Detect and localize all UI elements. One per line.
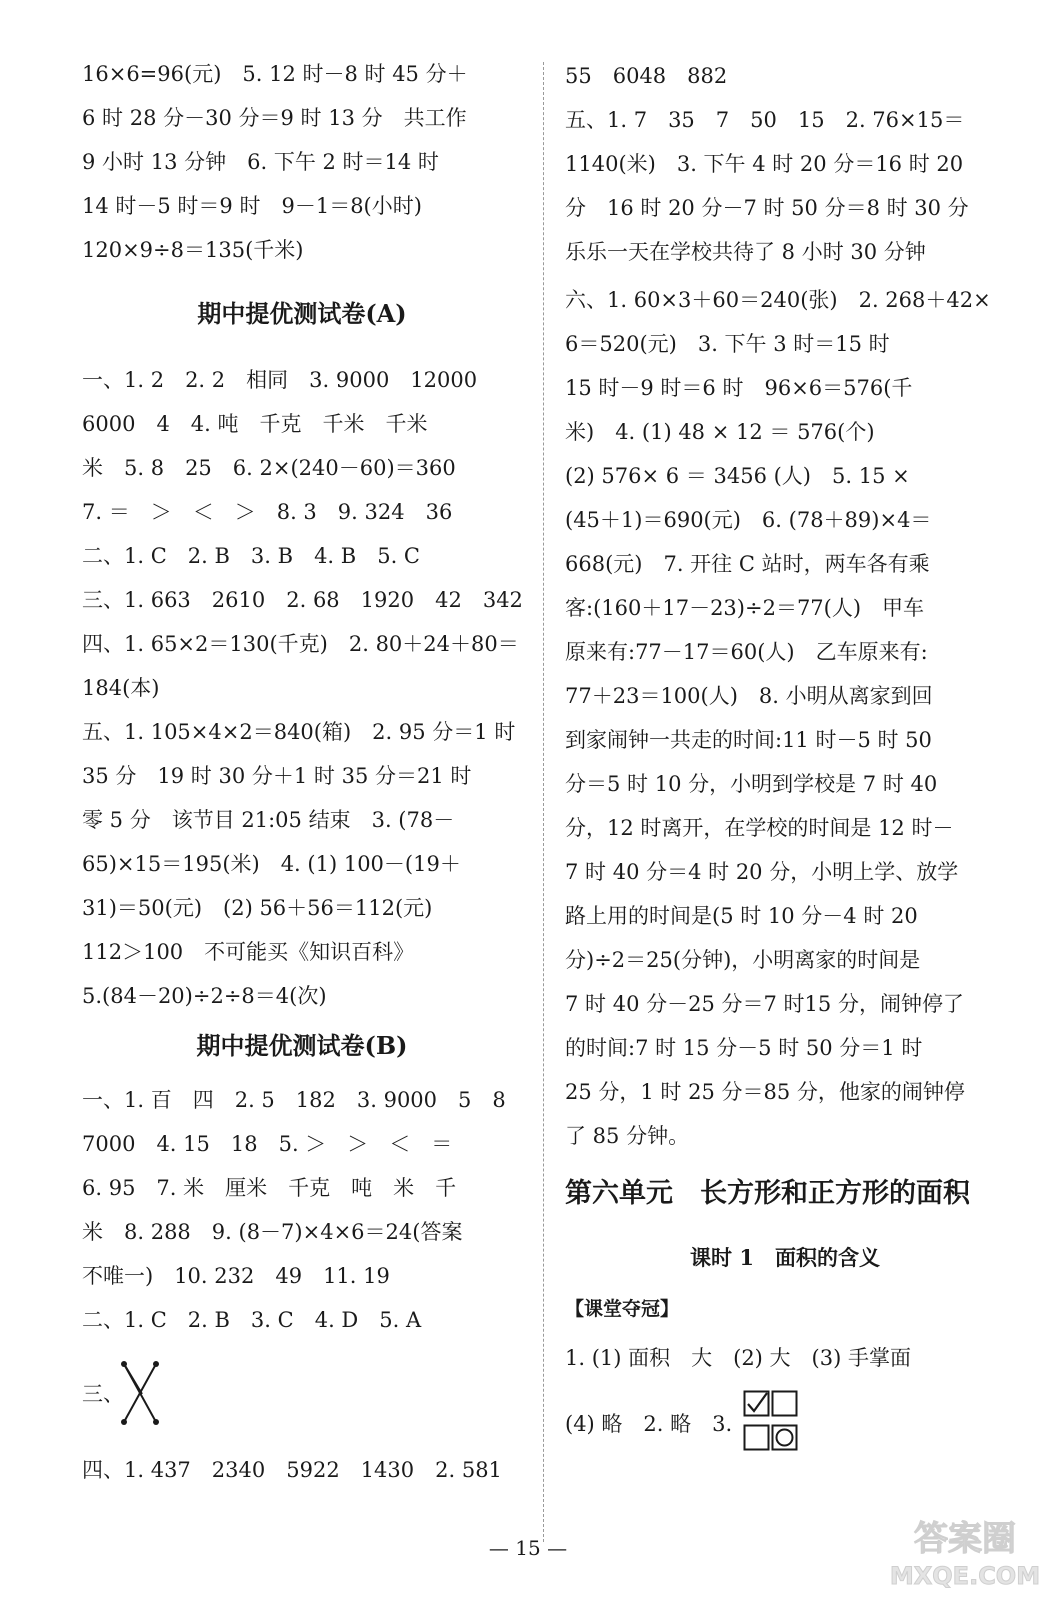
answer-line: 的时间:7 时 15 分－5 时 50 分＝1 时 [565, 1036, 923, 1060]
answer-line: 分)÷2＝25(分钟)，小明离家的时间是 [565, 948, 921, 972]
answer-line: 7 时 40 分－25 分＝7 时15 分，闹钟停了 [565, 992, 964, 1016]
section-label: 【课堂夺冠】 [565, 1298, 680, 1320]
answer-line: 7. ＝ ＞ ＜ ＞ 8. 3 9. 324 36 [82, 500, 453, 524]
answer-line: 零 5 分 该节目 21:05 结束 3. (78－ [82, 808, 455, 832]
answer-line: 77＋23＝100(人) 8. 小明从离家到回 [565, 684, 933, 708]
answer-line: 1. (1) 面积 大 (2) 大 (3) 手掌面 [565, 1346, 911, 1370]
answer-line: 米 5. 8 25 6. 2×(240－60)＝360 [82, 456, 456, 480]
answer-line: 16×6=96(元) 5. 12 时－8 时 45 分＋ [82, 62, 468, 86]
answer-line: 四、1. 65×2＝130(千克) 2. 80＋24＋80＝ [82, 632, 519, 656]
answer-line: 25 分，1 时 25 分＝85 分，他家的闹钟停 [565, 1080, 965, 1104]
section-title-test-b: 期中提优测试卷(B) [196, 1031, 408, 1060]
answer-line: (2) 576× 6 ＝ 3456 (人) 5. 15 × [565, 464, 910, 488]
answer-line: 9 小时 13 分钟 6. 下午 2 时＝14 时 [82, 150, 439, 174]
answer-line: 客:(160＋17－23)÷2＝77(人) 甲车 [565, 596, 925, 620]
answer-line: 31)＝50(元) (2) 56＋56＝112(元) [82, 896, 433, 920]
answer-line: 二、1. C 2. B 3. B 4. B 5. C [82, 544, 420, 568]
answer-line: 6 时 28 分－30 分＝9 时 13 分 共工作 [82, 106, 467, 130]
answer-line: 一、1. 百 四 2. 5 182 3. 9000 5 8 [82, 1088, 506, 1112]
answer-line: 五、1. 105×4×2＝840(箱) 2. 95 分＝1 时 [82, 720, 516, 744]
question-label-san: 三、 [82, 1382, 124, 1406]
answer-line: 分 16 时 20 分－7 时 50 分＝8 时 30 分 [565, 196, 969, 220]
answer-line: 乐乐一天在学校共待了 8 小时 30 分钟 [565, 240, 926, 264]
column-divider [543, 62, 544, 1542]
lesson-title: 课时 1 面积的含义 [690, 1245, 880, 1270]
answer-line: 路上用的时间是(5 时 10 分－4 时 20 [565, 904, 918, 928]
answer-line: 7 时 40 分＝4 时 20 分，小明上学、放学 [565, 860, 959, 884]
answer-shape-grid [743, 1390, 799, 1454]
answer-line: 五、1. 7 35 7 50 15 2. 76×15＝ [565, 108, 965, 132]
answer-line: 7000 4. 15 18 5. ＞ ＞ ＜ ＝ [82, 1132, 453, 1156]
answer-line: (4) 略 2. 略 3. [565, 1412, 733, 1436]
answer-line: 112＞100 不可能买《知识百科》 [82, 940, 415, 964]
watermark-line1: 答案圈 [914, 1519, 1016, 1559]
page-number: — 15 — [488, 1536, 568, 1560]
answer-line: 到家闹钟一共走的时间:11 时－5 时 50 [565, 728, 932, 752]
answer-line: 65)×15＝195(米) 4. (1) 100－(19＋ [82, 852, 461, 876]
answer-line: (45＋1)＝690(元) 6. (78＋89)×4＝ [565, 508, 932, 532]
answer-line: 1140(米) 3. 下午 4 时 20 分＝16 时 20 [565, 152, 964, 176]
answer-line: 5.(84－20)÷2÷8＝4(次) [82, 984, 327, 1008]
answer-line: 四、1. 437 2340 5922 1430 2. 581 [82, 1458, 502, 1482]
answer-line: 184(本) [82, 676, 160, 700]
answer-line: 分＝5 时 10 分，小明到学校是 7 时 40 [565, 772, 938, 796]
answer-line: 了 85 分钟。 [565, 1124, 690, 1148]
answer-line: 55 6048 882 [565, 64, 728, 88]
answer-line: 6＝520(元) 3. 下午 3 时＝15 时 [565, 332, 890, 356]
answer-line: 米) 4. (1) 48 × 12 ＝ 576(个) [565, 420, 875, 444]
answer-line: 120×9÷8＝135(千米) [82, 238, 304, 262]
answer-line: 35 分 19 时 30 分＋1 时 35 分＝21 时 [82, 764, 472, 788]
answer-line: 六、1. 60×3＋60＝240(张) 2. 268＋42× [565, 288, 991, 312]
answer-line: 668(元) 7. 开往 C 站时，两车各有乘 [565, 552, 930, 576]
answer-line: 6000 4 4. 吨 千克 千米 千米 [82, 412, 428, 436]
answer-line: 原来有:77－17＝60(人) 乙车原来有: [565, 640, 928, 664]
answer-line: 三、1. 663 2610 2. 68 1920 42 342 [82, 588, 523, 612]
section-title-test-a: 期中提优测试卷(A) [197, 299, 407, 328]
watermark-line2: MXQE.COM [889, 1562, 1041, 1590]
answer-line: 15 时－9 时＝6 时 96×6＝576(千 [565, 376, 913, 400]
answer-line: 14 时－5 时＝9 时 9－1＝8(小时) [82, 194, 422, 218]
unit-title: 第六单元 长方形和正方形的面积 [565, 1178, 970, 1209]
watermark-logo [880, 1510, 1050, 1594]
answer-line: 米 8. 288 9. (8－7)×4×6＝24(答案 [82, 1220, 463, 1244]
matching-lines-diagram [116, 1358, 168, 1430]
answer-line: 不唯一) 10. 232 49 11. 19 [82, 1264, 390, 1288]
answer-line: 一、1. 2 2. 2 相同 3. 9000 12000 [82, 368, 478, 392]
answer-line: 二、1. C 2. B 3. C 4. D 5. A [82, 1308, 422, 1332]
answer-line: 6. 95 7. 米 厘米 千克 吨 米 千 [82, 1176, 457, 1200]
answer-line: 分，12 时离开，在学校的时间是 12 时－ [565, 816, 954, 840]
